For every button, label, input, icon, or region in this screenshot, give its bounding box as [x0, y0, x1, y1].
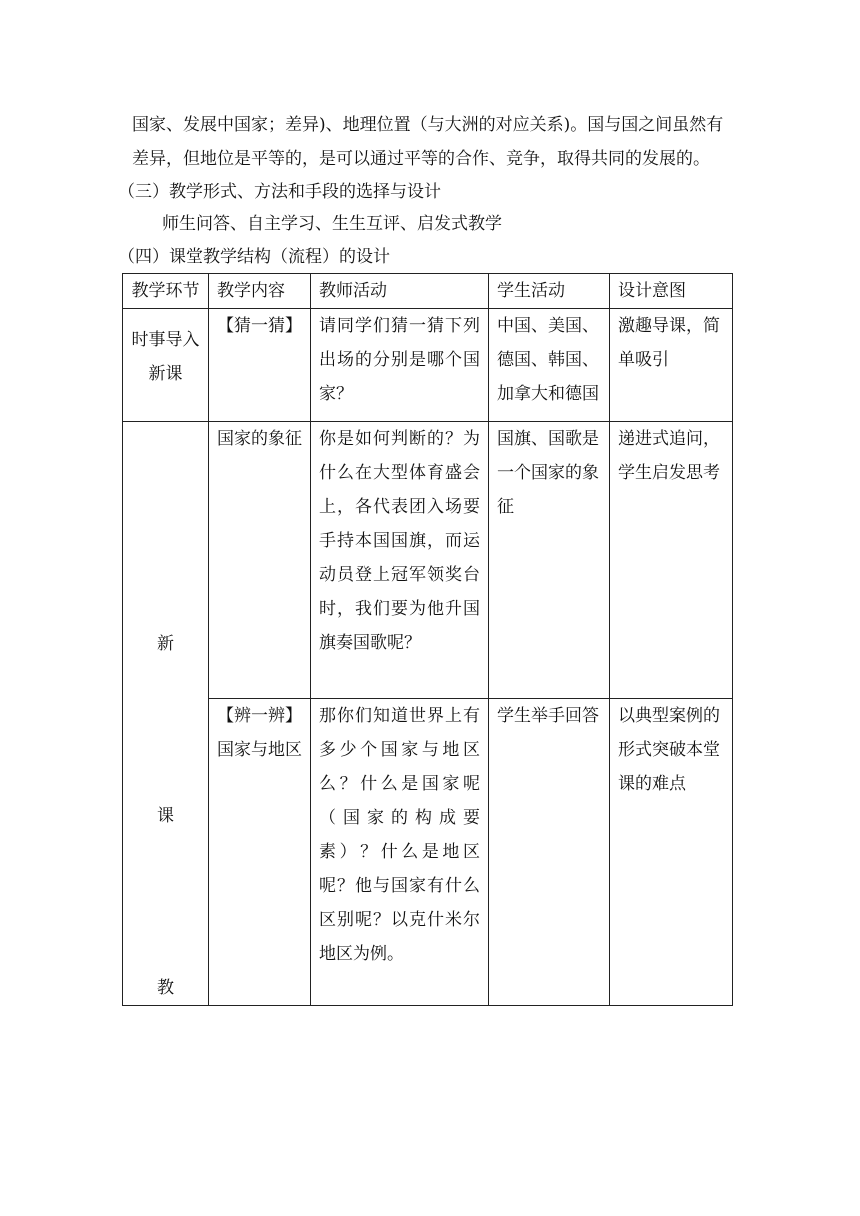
header-teacher: 教师活动 — [311, 274, 489, 309]
design-intent-guess: 激趣导课，简单吸引 — [610, 309, 733, 422]
header-content: 教学内容 — [209, 274, 311, 309]
stage-intro-line2: 新课 — [148, 364, 183, 384]
content-distinguish-line1: 【辨一辨】 — [217, 705, 302, 726]
design-intent-symbol: 递进式追问，学生启发思考 — [610, 422, 733, 699]
table-row — [123, 698, 733, 1005]
section-heading-4: （四）课堂教学结构（流程）的设计 — [118, 247, 390, 267]
header-student: 学生活动 — [489, 274, 610, 309]
content-distinguish-line2: 国家与地区 — [217, 739, 302, 760]
stage-new-lesson-cell — [123, 422, 209, 1006]
stage-intro-line1: 时事导入 — [131, 330, 200, 350]
student-activity-distinguish: 学生举手回答 — [489, 698, 610, 1005]
teaching-methods-text: 师生问答、自主学习、生生互评、启发式教学 — [162, 214, 502, 234]
header-intent: 设计意图 — [610, 274, 733, 309]
content-distinguish-cell — [209, 698, 311, 1005]
content-symbol: 国家的象征 — [209, 422, 311, 699]
teacher-activity-distinguish: 那你们知道世界上有多少个国家与地区么？什么是国家呢（国家的构成要素）？什么是地区呢？他与国家有什么区别呢？以克什米尔地区为例。 — [311, 698, 489, 1005]
table-row — [123, 422, 733, 699]
stage-char-1: 新 — [157, 634, 174, 654]
stage-intro-cell — [123, 309, 209, 422]
lesson-flow-table — [122, 273, 733, 1006]
student-activity-symbol: 国旗、国歌是一个国家的象征 — [489, 422, 610, 699]
teacher-activity-guess: 请同学们猜一猜下列出场的分别是哪个国家？ — [311, 309, 489, 422]
stage-char-3: 教 — [157, 978, 174, 998]
header-stage: 教学环节 — [123, 274, 209, 309]
stage-char-2: 课 — [157, 806, 174, 826]
student-activity-guess: 中国、美国、德国、韩国、加拿大和德国 — [489, 309, 610, 422]
teacher-activity-symbol: 你是如何判断的？为什么在大型体育盛会上，各代表团入场要手持本国国旗，而运动员登上冠军领奖台时，我们要为他升国旗奏国歌呢？ — [311, 422, 489, 699]
section-heading-3: （三）教学形式、方法和手段的选择与设计 — [118, 182, 441, 202]
content-guess: 【猜一猜】 — [209, 309, 311, 422]
paragraph-line-2: 差异，但地位是平等的，是可以通过平等的合作、竞争，取得共同的发展的。 — [132, 149, 710, 169]
table-header-row — [123, 274, 733, 309]
paragraph-line-1: 国家、发展中国家；差异)、地理位置（与大洲的对应关系)。国与国之间虽然有 — [132, 115, 724, 135]
design-intent-distinguish: 以典型案例的形式突破本堂课的难点 — [610, 698, 733, 1005]
table-row — [123, 309, 733, 422]
